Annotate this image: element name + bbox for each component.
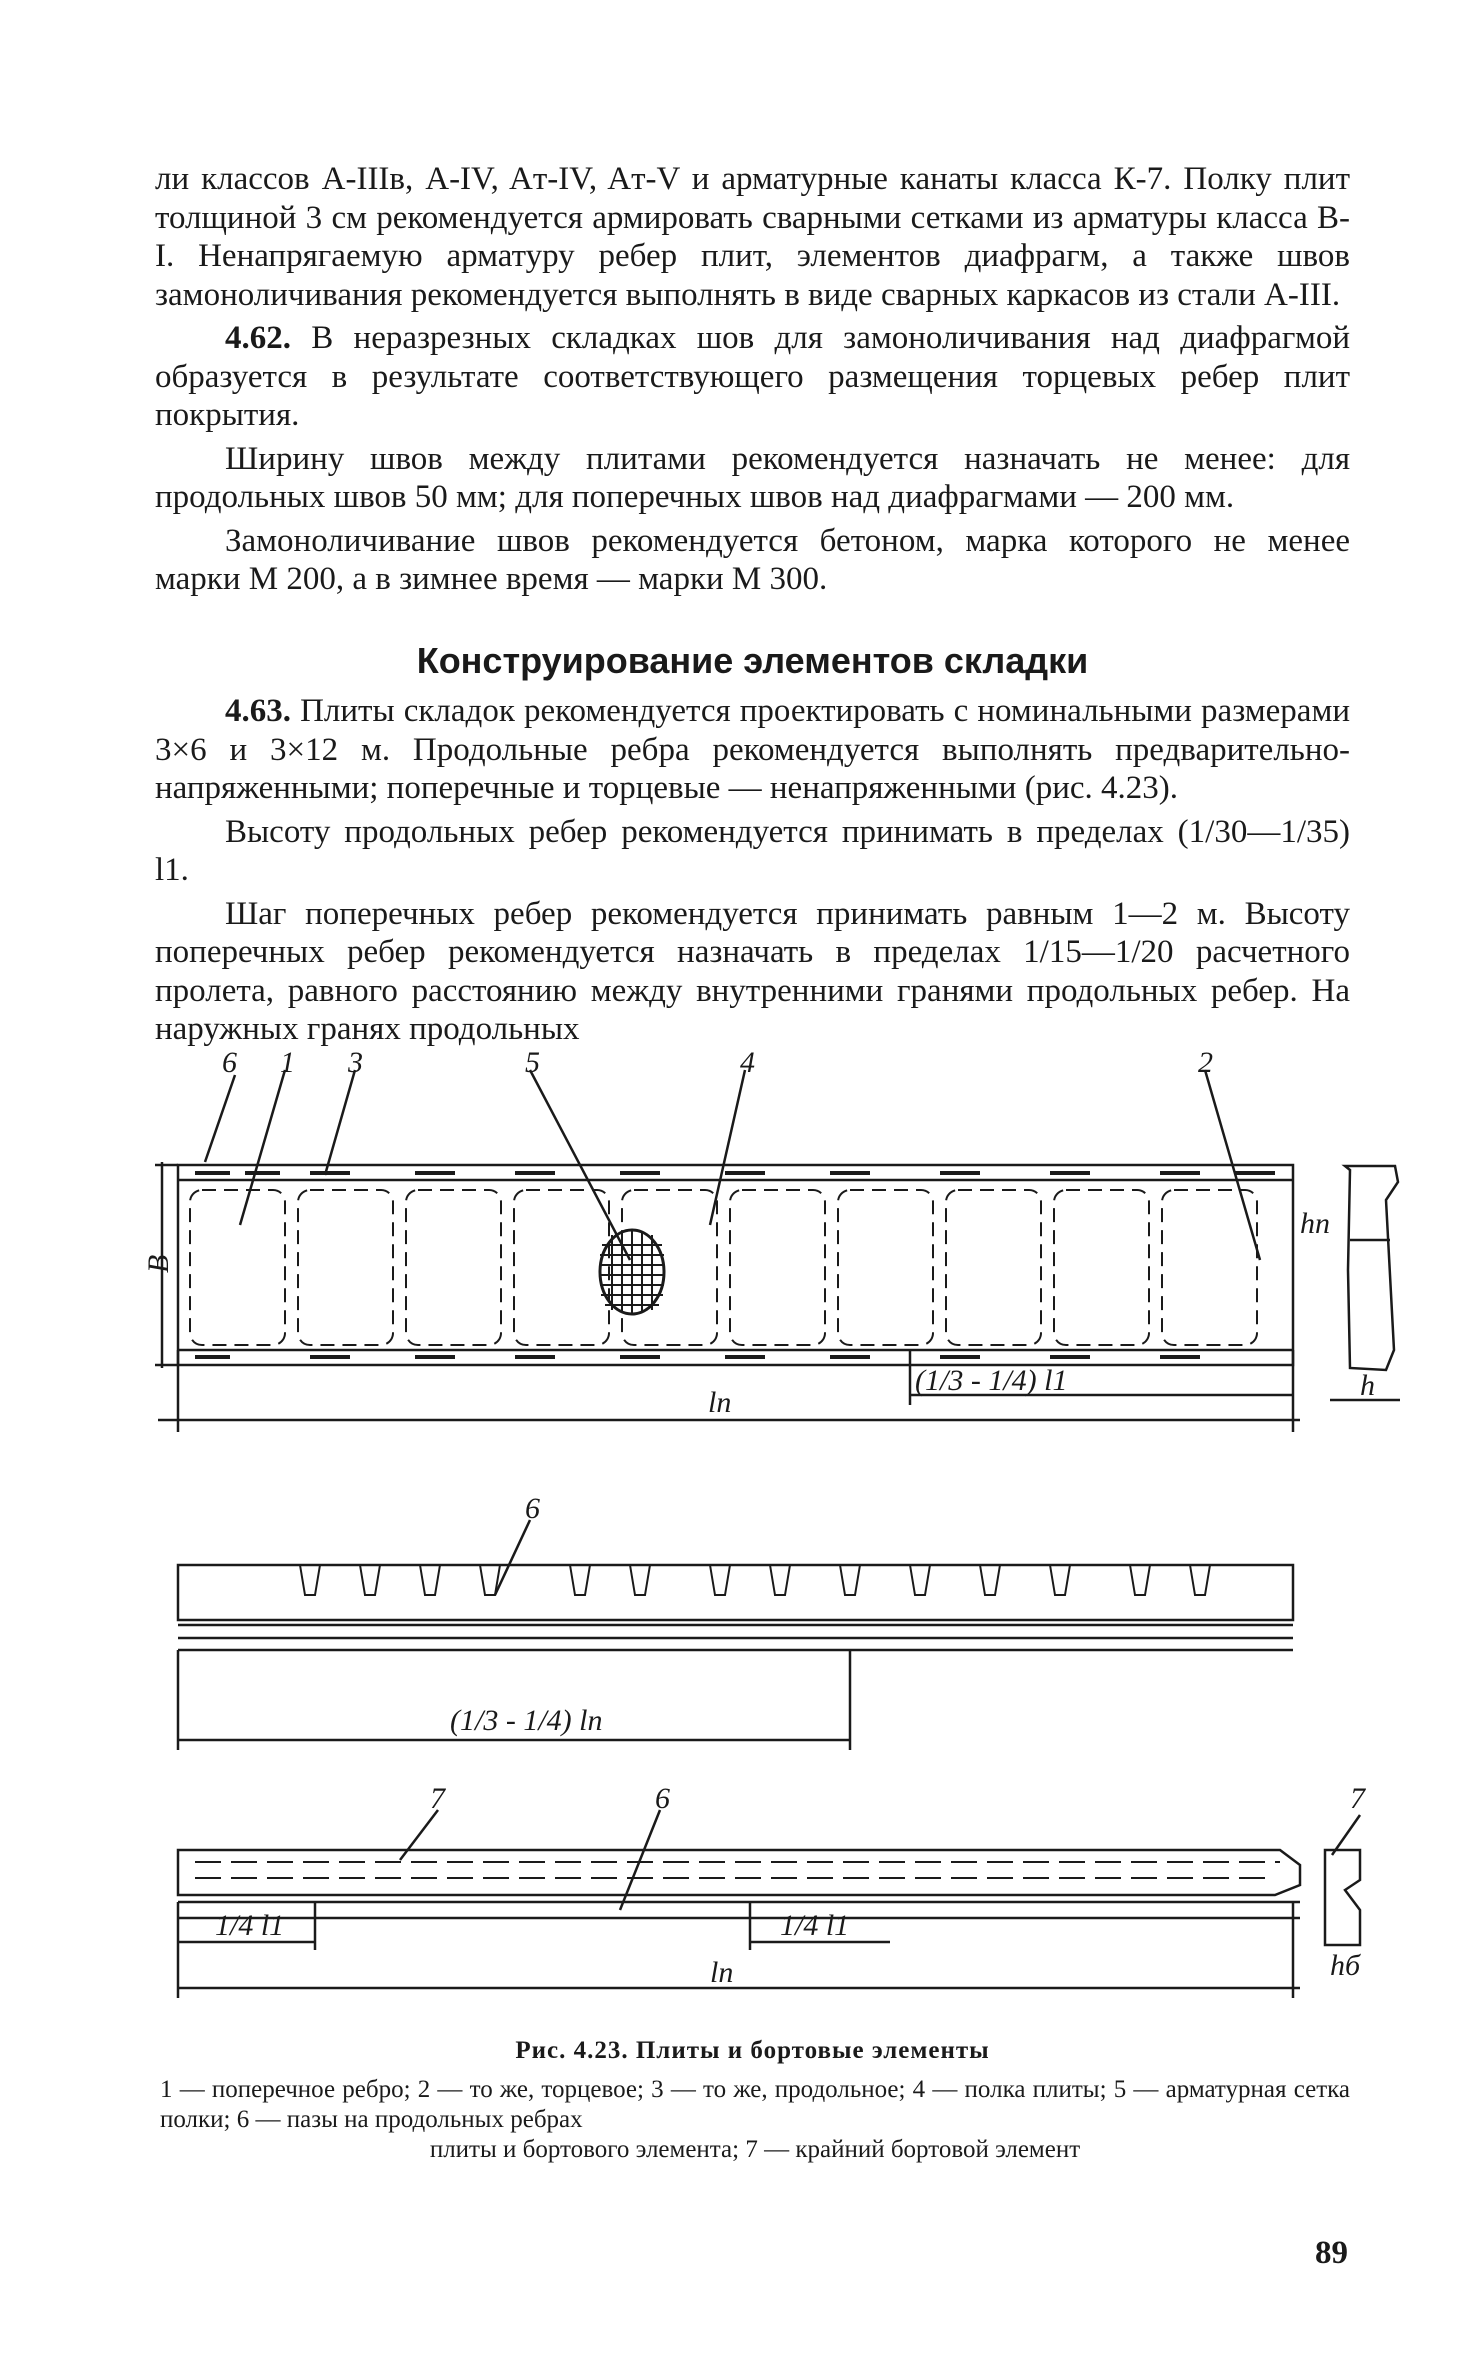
label-bottom-7: 7 bbox=[430, 1782, 445, 1815]
figure-4-23 bbox=[142, 1046, 1375, 2025]
label-3: 3 bbox=[348, 1046, 363, 1079]
label-fraction-ln: (1/3 - 1/4) lп bbox=[450, 1704, 603, 1737]
label-1: 1 bbox=[280, 1046, 295, 1079]
paragraph-4-63 bbox=[155, 692, 1350, 808]
paragraph-continuation: ли классов A-IIIв, A-IV, Aт-IV, Aт-V и арматурные канаты класса К-7. Полку плит толщиной 3 см рекомендуется армировать сварными сетками из арматуры класса B-I. Ненапрягаемую арматуру ребер плит, элементов диафрагм, а также швов замоноличивания рекомендуется выполнять в виде сварных каркасов из стали A-III. bbox=[155, 161, 1350, 313]
paragraph-text: В неразрезных складках шов для замоноличивания над диафрагмой образуется в результате соответствующего размещения торцевых ребер плит покрытия. bbox=[155, 320, 1351, 433]
legend-line-2: плиты и бортового элемента; 7 — крайний бортовой элемент bbox=[429, 2136, 1081, 2163]
label-quarter-left: 1/4 l1 bbox=[215, 1909, 285, 1942]
label-h: h bbox=[1360, 1369, 1375, 1402]
text-block-section bbox=[155, 692, 1350, 1049]
label-6: 6 bbox=[222, 1046, 237, 1079]
text-block-top bbox=[155, 160, 1350, 599]
label-fraction: (1/3 - 1/4) l1 bbox=[915, 1364, 1068, 1397]
paragraph-seam-width: Ширину швов между плитами рекомендуется назначать не менее: для продольных швов 50 мм; для поперечных швов над диафрагмами — 200 мм. bbox=[155, 440, 1350, 515]
paragraph-text: Плиты складок рекомендуется проектировать с номинальными размерами 3×6 и 3×12 м. Продольные ребра рекомендуется выполнять предварительно-напряженными; поперечные и торцевые — ненапряженными (рис. 4.23). bbox=[155, 693, 1350, 806]
label-ln: lп bbox=[708, 1386, 732, 1419]
label-4: 4 bbox=[740, 1046, 755, 1079]
paragraph-rib-spacing: Шаг поперечных ребер рекомендуется принимать равным 1—2 м. Высоту поперечных ребер рекомендуется назначать в пределах 1/15—1/20 расчетного пролета, равного расстоянию между внутренними гранями продольных ребер. На наружных гранях продольных bbox=[155, 895, 1350, 1047]
label-5: 5 bbox=[525, 1046, 540, 1079]
plate-elevation-outline bbox=[178, 1565, 1293, 1620]
page-number: 89 bbox=[1315, 2235, 1348, 2271]
label-ln-bottom: lп bbox=[710, 1956, 734, 1989]
section-heading: Конструирование элементов складки bbox=[416, 640, 1089, 681]
label-hb: hб bbox=[1330, 1949, 1361, 1982]
label-2: 2 bbox=[1198, 1046, 1213, 1079]
label-hn: hп bbox=[1300, 1207, 1330, 1240]
edge-element-outline bbox=[178, 1850, 1300, 1895]
plates-drawing bbox=[142, 1046, 1375, 2025]
paragraph-concrete-grade: Замоноличивание швов рекомендуется бетоном, марка которого не менее марки M 200, а в зимнее время — марки M 300. bbox=[155, 522, 1350, 597]
plate-plan-outline bbox=[178, 1165, 1293, 1365]
paragraph-number: 4.63. bbox=[225, 693, 291, 729]
figure-caption-legend bbox=[160, 2075, 1350, 2165]
paragraph-4-62 bbox=[155, 319, 1350, 435]
paragraph-number: 4.62. bbox=[225, 320, 291, 356]
label-b: B bbox=[142, 1254, 175, 1273]
label-bottom-6: 6 bbox=[655, 1782, 670, 1815]
legend-line-1: 1 — поперечное ребро; 2 — то же, торцевое; 3 — то же, продольное; 4 — полка плиты; 5 — арматурная сетка полки; 6 — пазы на продольных ребрах bbox=[160, 2076, 1350, 2133]
label-mid-6: 6 bbox=[525, 1492, 540, 1525]
label-quarter-right: 1/4 l1 bbox=[780, 1909, 850, 1942]
figure-caption-title: Рис. 4.23. Плиты и бортовые элементы bbox=[515, 2037, 990, 2064]
paragraph-rib-height: Высоту продольных ребер рекомендуется принимать в пределах (1/30—1/35) l1. bbox=[155, 813, 1350, 888]
label-edge-7: 7 bbox=[1350, 1782, 1365, 1815]
